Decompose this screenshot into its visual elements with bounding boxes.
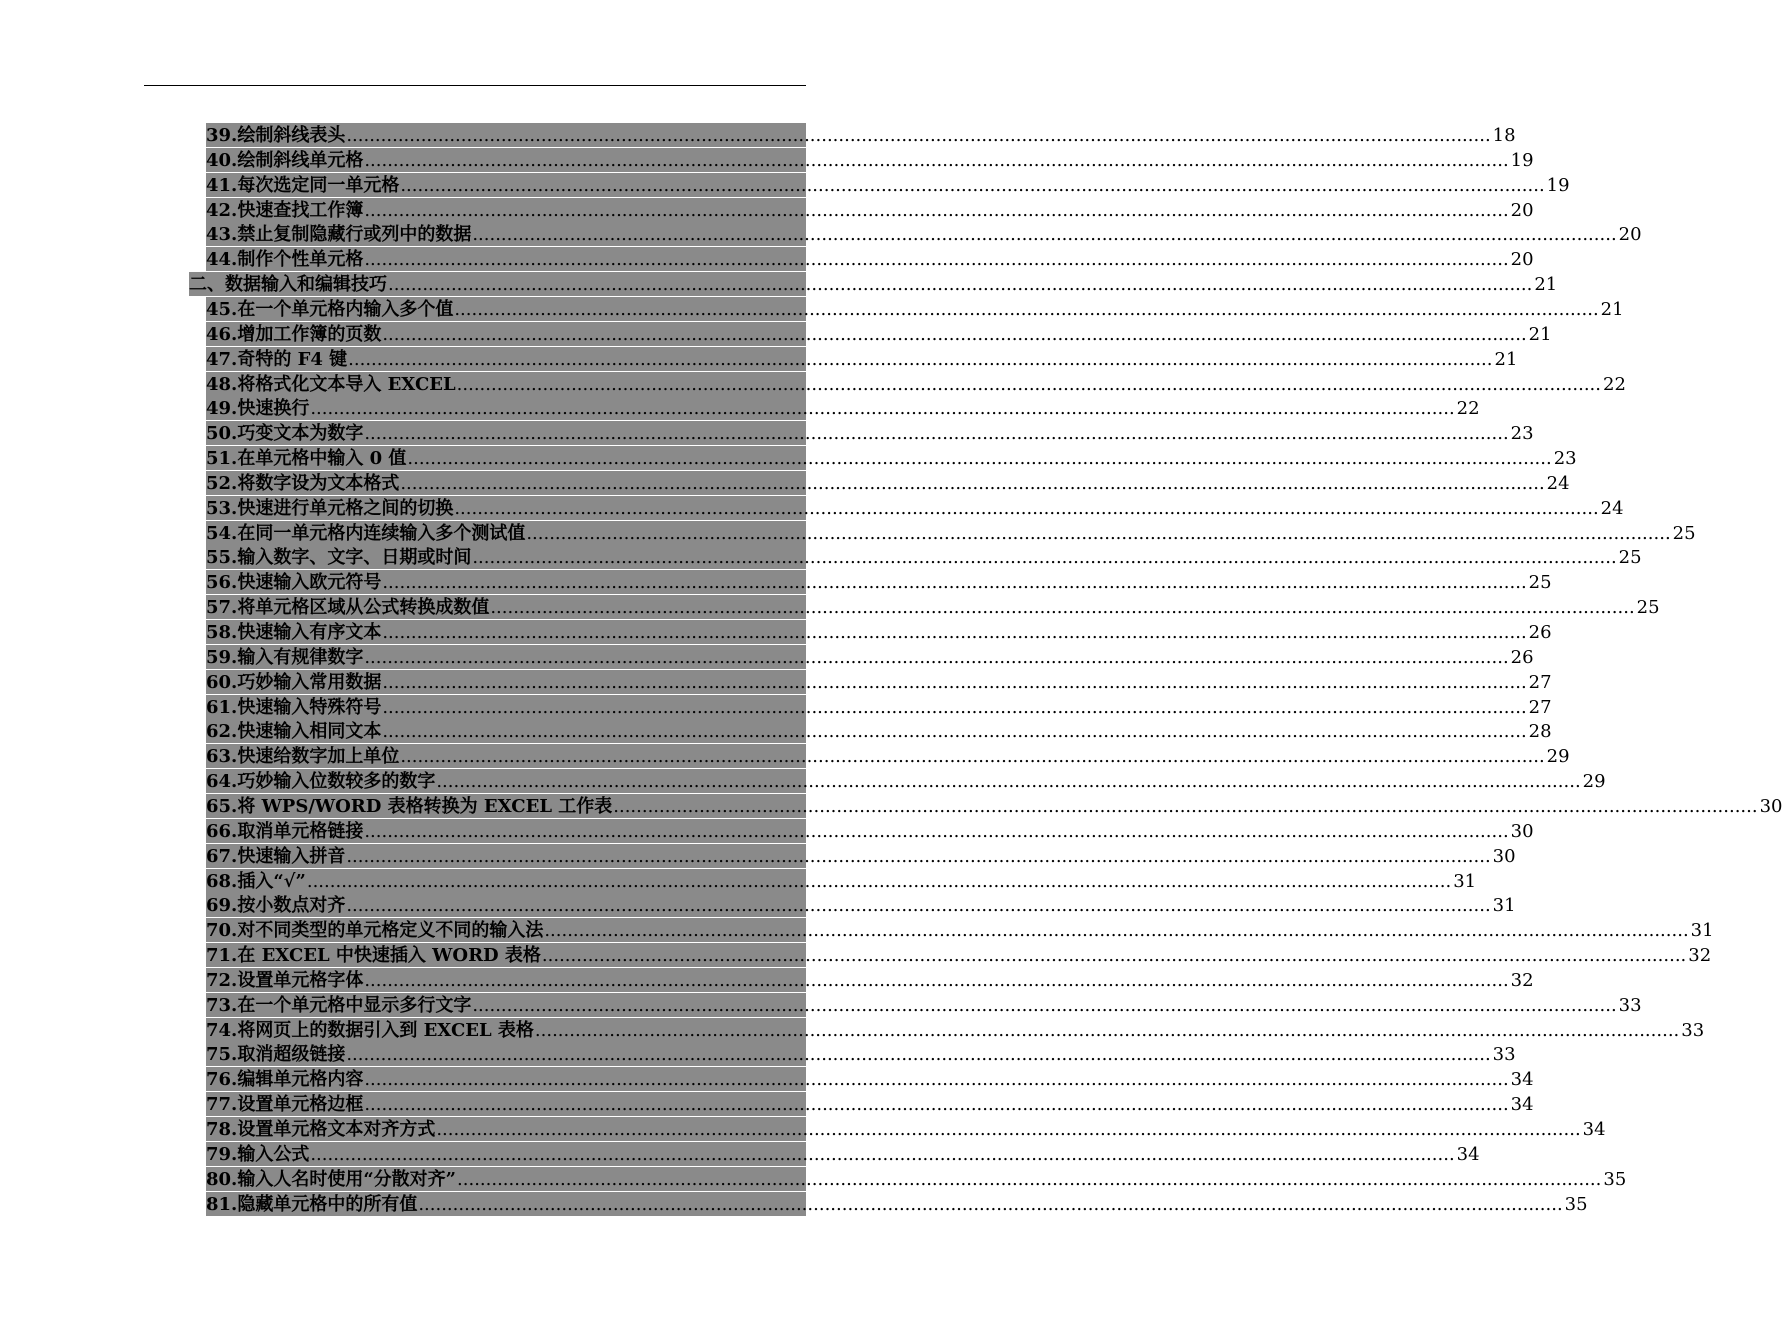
toc-page-number: 21 [1600, 299, 1624, 320]
toc-dot-leader: ........................................................................................................................................................................................................ [310, 398, 1455, 419]
toc-entry-title: 81.隐藏单元格中的所有值 [206, 1194, 418, 1215]
toc-dot-leader: ........................................................................................................................................................................................................ [348, 349, 1493, 370]
toc-entry[interactable] [206, 769, 1606, 793]
toc-dot-leader: ........................................................................................................................................................................................................ [544, 920, 1689, 941]
toc-dot-leader: ........................................................................................................................................................................................................ [382, 697, 1527, 718]
toc-entry[interactable] [206, 993, 1642, 1017]
toc-page-number: 33 [1492, 1044, 1516, 1065]
toc-entry-title: 60.巧妙输入常用数据 [206, 672, 382, 693]
header-rule [144, 85, 806, 86]
toc-entry-title: 44.制作个性单元格 [206, 249, 364, 270]
toc-entry-title: 45.在一个单元格内输入多个值 [206, 299, 454, 320]
toc-page-number: 20 [1618, 224, 1642, 245]
toc-page-number: 23 [1510, 423, 1534, 444]
toc-entry[interactable] [206, 1167, 1627, 1191]
toc-entry-title: 64.巧妙输入位数较多的数字 [206, 771, 436, 792]
toc-entry-title: 63.快速给数字加上单位 [206, 746, 400, 767]
toc-dot-leader: ........................................................................................................................................................................................................ [364, 1069, 1509, 1090]
toc-entry[interactable] [206, 521, 1696, 545]
toc-entry[interactable] [206, 968, 1534, 992]
toc-page-number: 24 [1546, 473, 1570, 494]
toc-page-number: 29 [1582, 771, 1606, 792]
toc-entry-title: 二、数据输入和编辑技巧 [189, 274, 387, 295]
toc-dot-leader: ........................................................................................................................................................................................................ [382, 324, 1527, 345]
toc-page-number: 31 [1690, 920, 1714, 941]
toc-page-number: 31 [1492, 895, 1516, 916]
toc-page-number: 25 [1672, 523, 1696, 544]
toc-entry[interactable] [206, 794, 1783, 818]
toc-dot-leader: ........................................................................................................................................................................................................ [400, 473, 1545, 494]
toc-entry-title: 39.绘制斜线表头 [206, 125, 346, 146]
toc-dot-leader: ........................................................................................................................................................................................................ [454, 299, 1599, 320]
toc-entry-title: 75.取消超级链接 [206, 1044, 346, 1065]
toc-entry[interactable] [206, 893, 1516, 917]
toc-page-number: 22 [1603, 374, 1626, 395]
toc-entry-title: 77.设置单元格边框 [206, 1094, 364, 1115]
toc-entry-title: 57.将单元格区域从公式转换成数值 [206, 597, 490, 618]
toc-page-number: 21 [1534, 274, 1558, 295]
toc-dot-leader: ........................................................................................................................................................................................................ [382, 672, 1527, 693]
toc-page-number: 26 [1510, 647, 1534, 668]
toc-entry[interactable] [206, 869, 1477, 893]
toc-dot-leader: ........................................................................................................................................................................................................ [472, 547, 1617, 568]
toc-page-number: 21 [1528, 324, 1552, 345]
toc-entry-title: 46.增加工作簿的页数 [206, 324, 382, 345]
toc-dot-leader: ........................................................................................................................................................................................................ [490, 597, 1635, 618]
toc-page-number: 30 [1492, 846, 1516, 867]
toc-entry[interactable] [206, 1018, 1705, 1042]
toc-entry-title: 78.设置单元格文本对齐方式 [206, 1119, 436, 1140]
toc-dot-leader: ........................................................................................................................................................................................................ [388, 274, 1533, 295]
toc-entry[interactable] [206, 471, 1570, 495]
toc-dot-leader: ........................................................................................................................................................................................................ [346, 125, 1491, 146]
toc-page-number: 25 [1618, 547, 1642, 568]
toc-page-number: 27 [1528, 697, 1552, 718]
toc-dot-leader: ........................................................................................................................................................................................................ [346, 895, 1491, 916]
toc-entry-title: 51.在单元格中输入 0 值 [206, 448, 407, 469]
toc-entry-title: 48.将格式化文本导入 EXCEL [206, 374, 456, 395]
toc-dot-leader: ........................................................................................................................................................................................................ [454, 498, 1599, 519]
toc-dot-leader: ........................................................................................................................................................................................................ [382, 572, 1527, 593]
toc-page-number: 30 [1510, 821, 1534, 842]
toc-entry[interactable] [206, 844, 1516, 868]
toc-dot-leader: ........................................................................................................................................................................................................ [310, 1144, 1455, 1165]
toc-page-number: 34 [1510, 1094, 1534, 1115]
toc-dot-leader: ........................................................................................................................................................................................................ [382, 721, 1527, 742]
toc-entry-title: 74.将网页上的数据引入到 EXCEL 表格 [206, 1020, 534, 1041]
toc-page-number: 28 [1528, 721, 1552, 742]
toc-entry-title: 70.对不同类型的单元格定义不同的输入法 [206, 920, 544, 941]
toc-page-number: 26 [1528, 622, 1552, 643]
toc-page-number: 21 [1494, 349, 1518, 370]
toc-dot-leader: ........................................................................................................................................................................................................ [534, 1020, 1680, 1041]
toc-entry-title: 65.将 WPS/WORD 表格转换为 EXCEL 工作表 [206, 796, 613, 817]
toc-dot-leader: ........................................................................................................................................................................................................ [346, 1044, 1491, 1065]
toc-page-number: 29 [1546, 746, 1570, 767]
toc-entry[interactable] [206, 819, 1534, 843]
toc-dot-leader: ........................................................................................................................................................................................................ [436, 771, 1581, 792]
toc-page-number: 35 [1603, 1169, 1627, 1190]
toc-entry-title: 71.在 EXCEL 中快速插入 WORD 表格 [206, 945, 541, 966]
toc-page-number: 31 [1453, 871, 1477, 892]
toc-entry-title: 50.巧变文本为数字 [206, 423, 364, 444]
toc-page-number: 24 [1600, 498, 1624, 519]
toc-entry[interactable] [206, 148, 1534, 172]
toc-entry-title: 49.快速换行 [206, 398, 310, 419]
toc-page-number: 34 [1510, 1069, 1534, 1090]
toc-entry[interactable] [206, 421, 1534, 445]
toc-dot-leader: ........................................................................................................................................................................................................ [541, 945, 1687, 966]
toc-entry[interactable] [206, 322, 1552, 346]
toc-dot-leader: ........................................................................................................................................................................................................ [400, 175, 1545, 196]
toc-entry[interactable] [206, 446, 1577, 470]
toc-dot-leader: ........................................................................................................................................................................................................ [457, 1169, 1602, 1190]
toc-dot-leader: ........................................................................................................................................................................................................ [364, 647, 1509, 668]
toc-entry[interactable] [206, 744, 1570, 768]
toc-page-number: 35 [1564, 1194, 1588, 1215]
toc-entry[interactable] [206, 347, 1518, 371]
toc-entry[interactable] [206, 372, 1626, 396]
toc-entry[interactable] [206, 545, 1642, 569]
toc-entry[interactable] [206, 943, 1712, 967]
toc-dot-leader: ........................................................................................................................................................................................................ [364, 423, 1509, 444]
toc-page-number: 20 [1510, 249, 1534, 270]
toc-entry-title: 42.快速查找工作簿 [206, 200, 364, 221]
toc-dot-leader: ........................................................................................................................................................................................................ [364, 821, 1509, 842]
toc-page-number: 19 [1546, 175, 1570, 196]
toc-page-number: 30 [1759, 796, 1783, 817]
toc-dot-leader: ........................................................................................................................................................................................................ [407, 448, 1552, 469]
toc-dot-leader: ........................................................................................................................................................................................................ [418, 1194, 1563, 1215]
toc-entry-title: 62.快速输入相同文本 [206, 721, 382, 742]
toc-section-heading[interactable] [189, 272, 1558, 296]
toc-entry[interactable] [206, 123, 1516, 147]
toc-entry[interactable] [206, 1117, 1606, 1141]
toc-page-number: 34 [1456, 1144, 1480, 1165]
toc-entry-title: 47.奇特的 F4 键 [206, 349, 348, 370]
toc-entry-title: 66.取消单元格链接 [206, 821, 364, 842]
toc-page-number: 18 [1492, 125, 1516, 146]
toc-entry-title: 72.设置单元格字体 [206, 970, 364, 991]
toc-entry[interactable] [206, 496, 1624, 520]
toc-entry-title: 61.快速输入特殊符号 [206, 697, 382, 718]
toc-dot-leader: ........................................................................................................................................................................................................ [346, 846, 1491, 867]
toc-entry-title: 54.在同一单元格内连续输入多个测试值 [206, 523, 526, 544]
toc-entry[interactable] [206, 247, 1534, 271]
toc-dot-leader: ........................................................................................................................................................................................................ [472, 995, 1617, 1016]
toc-dot-leader: ........................................................................................................................................................................................................ [364, 970, 1509, 991]
toc-entry[interactable] [206, 396, 1480, 420]
toc-page-number: 32 [1510, 970, 1534, 991]
toc-entry[interactable] [206, 670, 1552, 694]
toc-page-number: 23 [1553, 448, 1577, 469]
toc-entry-title: 80.输入人名时使用“分散对齐” [206, 1169, 457, 1190]
toc-entry[interactable] [206, 719, 1552, 743]
toc-entry[interactable] [206, 570, 1552, 594]
toc-dot-leader: ........................................................................................................................................................................................................ [526, 523, 1671, 544]
toc-entry[interactable] [206, 620, 1552, 644]
toc-entry-title: 69.按小数点对齐 [206, 895, 346, 916]
toc-entry[interactable] [206, 1042, 1516, 1066]
toc-page-number: 34 [1582, 1119, 1606, 1140]
toc-entry-title: 43.禁止复制隐藏行或列中的数据 [206, 224, 472, 245]
toc-page-number: 33 [1681, 1020, 1705, 1041]
toc-entry-title: 40.绘制斜线单元格 [206, 150, 364, 171]
toc-entry-title: 41.每次选定同一单元格 [206, 175, 400, 196]
toc-dot-leader: ........................................................................................................................................................................................................ [400, 746, 1545, 767]
toc-dot-leader: ........................................................................................................................................................................................................ [472, 224, 1617, 245]
toc-entry[interactable] [206, 1067, 1534, 1091]
toc-entry[interactable] [206, 198, 1534, 222]
toc-entry-title: 67.快速输入拼音 [206, 846, 346, 867]
toc-entry[interactable] [206, 1192, 1588, 1216]
toc-entry[interactable] [206, 918, 1714, 942]
toc-page-number: 25 [1636, 597, 1660, 618]
toc-page-number: 27 [1528, 672, 1552, 693]
toc-dot-leader: ........................................................................................................................................................................................................ [436, 1119, 1581, 1140]
toc-entry[interactable] [206, 1142, 1480, 1166]
toc-entry-title: 58.快速输入有序文本 [206, 622, 382, 643]
toc-dot-leader: ........................................................................................................................................................................................................ [364, 200, 1509, 221]
toc-page-number: 25 [1528, 572, 1552, 593]
toc-dot-leader: ........................................................................................................................................................................................................ [613, 796, 1758, 817]
toc-entry-title: 76.编辑单元格内容 [206, 1069, 364, 1090]
toc-entry-title: 56.快速输入欧元符号 [206, 572, 382, 593]
toc-entry-title: 52.将数字设为文本格式 [206, 473, 400, 494]
toc-dot-leader: ........................................................................................................................................................................................................ [382, 622, 1527, 643]
toc-entry[interactable] [206, 173, 1570, 197]
toc-page-number: 33 [1618, 995, 1642, 1016]
toc-entry-title: 55.输入数字、文字、日期或时间 [206, 547, 472, 568]
toc-entry[interactable] [206, 1092, 1534, 1116]
toc-entry-title: 73.在一个单元格中显示多行文字 [206, 995, 472, 1016]
toc-dot-leader: ........................................................................................................................................................................................................ [306, 871, 1452, 892]
toc-page-number: 32 [1688, 945, 1712, 966]
toc-entry[interactable] [206, 222, 1642, 246]
toc-page-number: 20 [1510, 200, 1534, 221]
toc-entry-title: 59.输入有规律数字 [206, 647, 364, 668]
toc-dot-leader: ........................................................................................................................................................................................................ [364, 1094, 1509, 1115]
toc-entry[interactable] [206, 297, 1624, 321]
toc-entry-title: 53.快速进行单元格之间的切换 [206, 498, 454, 519]
toc-entry-title: 79.输入公式 [206, 1144, 310, 1165]
toc-dot-leader: ........................................................................................................................................................................................................ [364, 249, 1509, 270]
toc-entry[interactable] [206, 695, 1552, 719]
toc-page-number: 19 [1510, 150, 1534, 171]
toc-dot-leader: ........................................................................................................................................................................................................ [456, 374, 1601, 395]
toc-page-number: 22 [1456, 398, 1480, 419]
toc-entry-title: 68.插入“√” [206, 871, 306, 892]
toc-dot-leader: ........................................................................................................................................................................................................ [364, 150, 1509, 171]
toc-entry[interactable] [206, 645, 1534, 669]
toc-entry[interactable] [206, 595, 1660, 619]
